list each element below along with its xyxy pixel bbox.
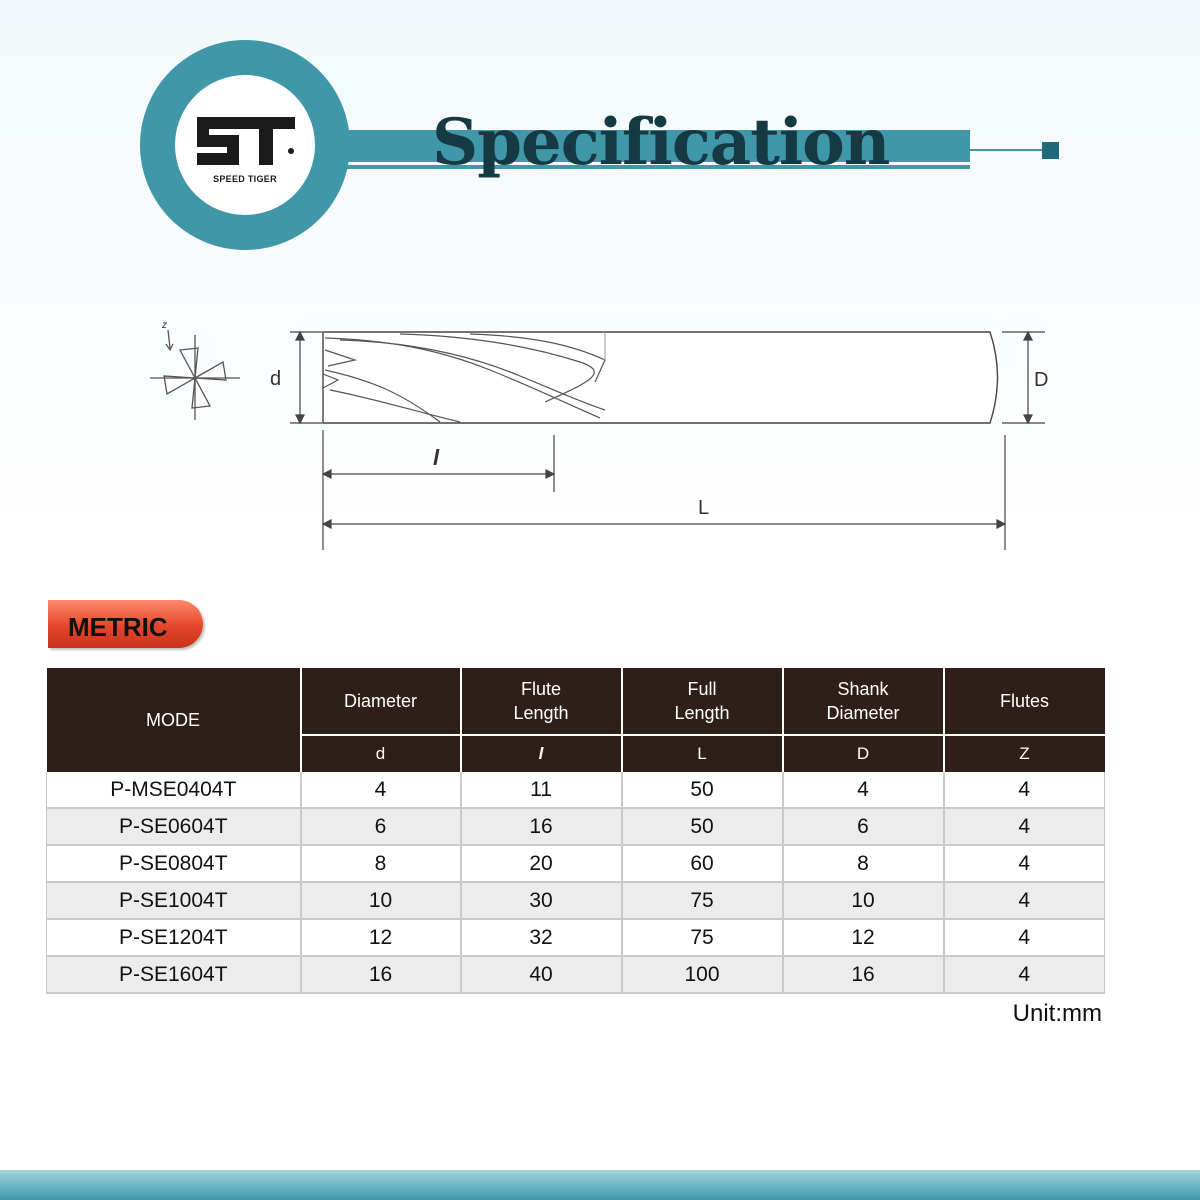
table-row bbox=[47, 919, 1105, 956]
cell-l: 75 bbox=[622, 919, 783, 956]
cell-l: 16 bbox=[461, 808, 622, 845]
cell-d: 10 bbox=[301, 882, 461, 919]
dimension-L bbox=[323, 435, 1005, 550]
cell-l: 50 bbox=[622, 808, 783, 845]
d-label: d bbox=[270, 368, 282, 390]
header-mode: MODE bbox=[47, 668, 301, 772]
cell-z: 4 bbox=[944, 956, 1105, 993]
cell-d-shank: 4 bbox=[783, 772, 944, 808]
header bbox=[0, 0, 1200, 290]
metric-tag-label: METRIC bbox=[68, 612, 168, 642]
cell-l: 75 bbox=[622, 882, 783, 919]
cell-z: 4 bbox=[944, 808, 1105, 845]
cell-d-shank: 10 bbox=[783, 882, 944, 919]
cell-d: 4 bbox=[301, 772, 461, 808]
cell-l: 20 bbox=[461, 845, 622, 882]
symbol-full-length: L bbox=[622, 735, 783, 772]
cell-l: 100 bbox=[622, 956, 783, 993]
cell-l: 40 bbox=[461, 956, 622, 993]
z-label: z bbox=[162, 320, 167, 331]
header-diameter: Diameter bbox=[301, 668, 461, 735]
cell-mode: P-SE0804T bbox=[47, 845, 301, 882]
cell-mode: P-SE1204T bbox=[47, 919, 301, 956]
spec-table-body bbox=[47, 772, 1105, 993]
cell-l: 30 bbox=[461, 882, 622, 919]
cell-d-shank: 8 bbox=[783, 845, 944, 882]
title-bar-end-square bbox=[1042, 142, 1059, 159]
unit-label: Unit:mm bbox=[1012, 1000, 1102, 1027]
header-shank-line1: Shank bbox=[837, 679, 889, 699]
cell-d: 12 bbox=[301, 919, 461, 956]
table-row bbox=[47, 882, 1105, 919]
D-label: D bbox=[1034, 369, 1049, 391]
table-row bbox=[47, 772, 1105, 808]
symbol-flute-length: l bbox=[461, 735, 622, 772]
metric-tag bbox=[48, 600, 203, 650]
tool-body bbox=[323, 332, 998, 423]
header-full-length-line1: Full bbox=[687, 679, 717, 699]
footer-bar bbox=[0, 1170, 1200, 1200]
cell-l: 50 bbox=[622, 772, 783, 808]
spec-table bbox=[46, 668, 1105, 994]
header-flute-length bbox=[461, 668, 622, 735]
header-flutes: Flutes bbox=[944, 668, 1105, 735]
page-title: Specification bbox=[432, 105, 890, 180]
cell-mode: P-SE0604T bbox=[47, 808, 301, 845]
cell-z: 4 bbox=[944, 919, 1105, 956]
title-bar-connector bbox=[970, 149, 1045, 151]
symbol-shank: D bbox=[783, 735, 944, 772]
cell-d: 16 bbox=[301, 956, 461, 993]
end-view-icon bbox=[150, 330, 240, 420]
cell-mode: P-MSE0404T bbox=[47, 772, 301, 808]
cell-z: 4 bbox=[944, 882, 1105, 919]
cell-z: 4 bbox=[944, 772, 1105, 808]
speed-tiger-logo-icon bbox=[175, 75, 315, 215]
L-label: L bbox=[698, 497, 710, 519]
symbol-flutes: Z bbox=[944, 735, 1105, 772]
cell-mode: P-SE1004T bbox=[47, 882, 301, 919]
end-mill-drawing bbox=[140, 310, 1049, 560]
table-row bbox=[47, 956, 1105, 993]
logo-text: SPEED TIGER bbox=[213, 174, 277, 184]
header-shank-diameter bbox=[783, 668, 944, 735]
cell-z: 4 bbox=[944, 845, 1105, 882]
cell-d-shank: 6 bbox=[783, 808, 944, 845]
header-full-length bbox=[622, 668, 783, 735]
cell-l: 60 bbox=[622, 845, 783, 882]
symbol-diameter: d bbox=[301, 735, 461, 772]
header-full-length-line2: Length bbox=[674, 703, 730, 723]
header-shank-line2: Diameter bbox=[826, 703, 900, 723]
cell-l: 11 bbox=[461, 772, 622, 808]
cell-l: 32 bbox=[461, 919, 622, 956]
cell-d-shank: 16 bbox=[783, 956, 944, 993]
header-flute-length-line1: Flute bbox=[520, 679, 562, 699]
l-label: l bbox=[433, 445, 440, 470]
cell-d-shank: 12 bbox=[783, 919, 944, 956]
table-row bbox=[47, 845, 1105, 882]
header-flute-length-line2: Length bbox=[513, 703, 569, 723]
cell-mode: P-SE1604T bbox=[47, 956, 301, 993]
table-row bbox=[47, 808, 1105, 845]
cell-d: 6 bbox=[301, 808, 461, 845]
dimension-d bbox=[290, 332, 322, 423]
logo bbox=[175, 75, 315, 215]
cell-d: 8 bbox=[301, 845, 461, 882]
